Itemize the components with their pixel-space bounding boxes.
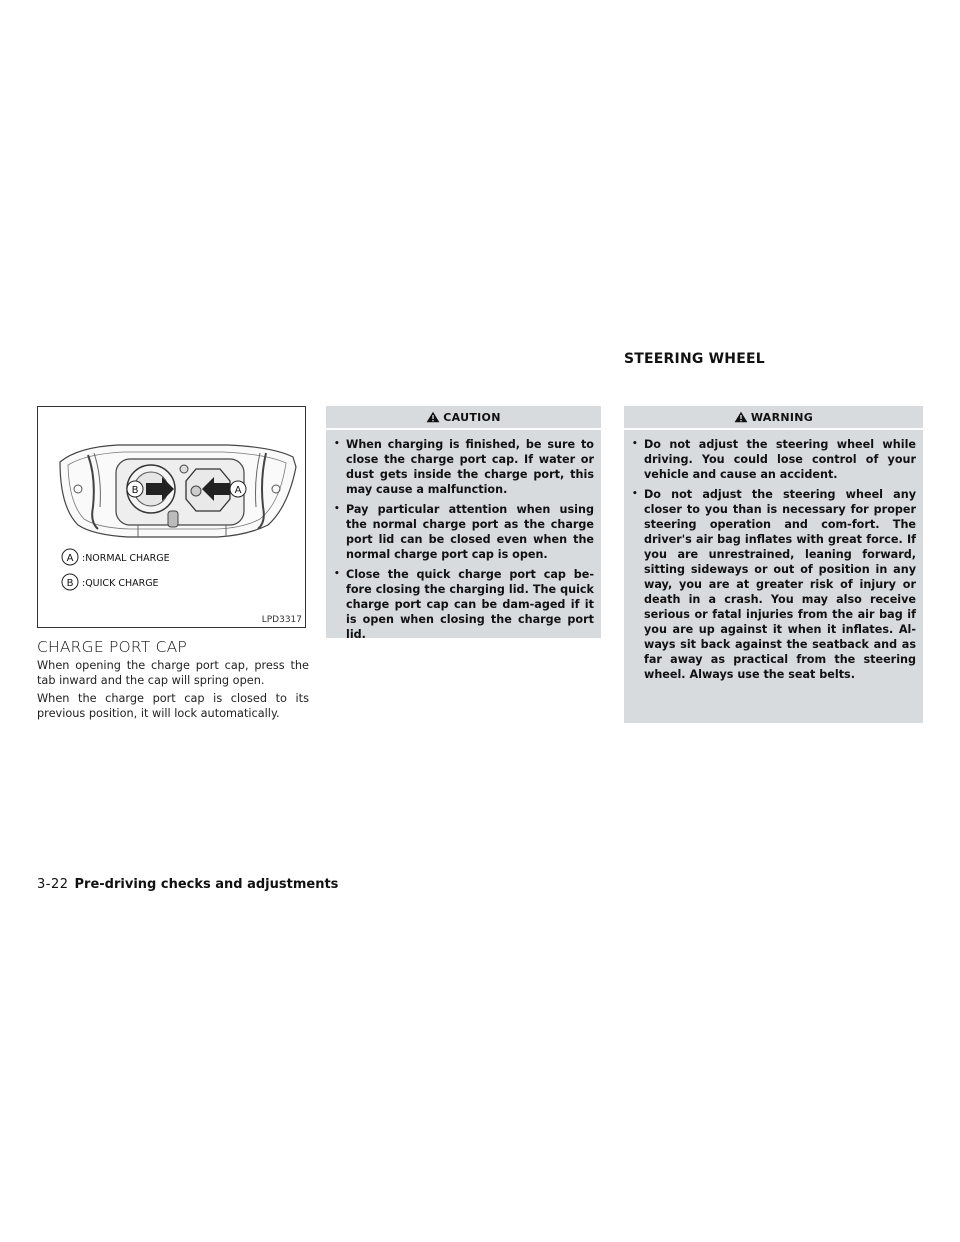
legend-letter-a: A xyxy=(66,553,74,564)
charge-port-illustration xyxy=(38,407,305,627)
charge-port-cap-paragraph-1: When opening the charge port cap, press the tab inward and the cap will spring open. xyxy=(37,659,309,687)
legend-label-quick-charge: :QUICK CHARGE xyxy=(82,578,159,589)
warning-item: • Do not adjust the steering wheel any closer to you than is necessary for proper steering operation and com-fort. The driver's air bag inflates with great force. If you are unrestrained, leaning forward, sitting sideways or out of position in any way, you are at greater risk of injury or death in a crash. You may also receive serious or fatal injuries from the air bag if you are up against it when it inflates. Al-ways sit back against the seatback and as far away as practical from the steering wheel. Always use the seat belts. xyxy=(632,487,916,682)
charge-port-figure xyxy=(37,406,306,628)
warning-title: WARNING xyxy=(750,410,814,424)
caution-item: • Pay particular attention when using the normal charge port as the charge port lid can be closed even when the normal charge port cap is open. xyxy=(334,502,594,562)
warning-box xyxy=(624,406,923,723)
warning-header xyxy=(624,406,923,430)
figure-letter-a: A xyxy=(234,485,242,496)
charge-port-cap-heading: CHARGE PORT CAP xyxy=(37,638,187,656)
page-number: 3-22 xyxy=(37,877,69,892)
warning-list xyxy=(624,430,923,695)
figure-code: LPD3317 xyxy=(261,615,302,625)
legend-label-normal-charge: :NORMAL CHARGE xyxy=(82,553,170,564)
caution-item: • Close the quick charge port cap be-fore closing the charging lid. The quick charge port cap can be dam-aged if it is open when closing the charge port lid. xyxy=(334,567,594,642)
caution-box xyxy=(326,406,601,641)
page-footer xyxy=(37,877,338,892)
legend-letter-b: B xyxy=(66,578,74,589)
caution-list xyxy=(326,430,601,655)
warning-triangle-icon xyxy=(426,411,440,423)
caution-item: • When charging is finished, be sure to close the charge port cap. If water or dust gets inside the charge port, this may cause a malfunction. xyxy=(334,437,594,497)
caution-header xyxy=(326,406,601,430)
warning-item: • Do not adjust the steering wheel while driving. You could lose control of your vehicle and cause an accident. xyxy=(632,437,916,482)
chapter-title: Pre-driving checks and adjustments xyxy=(74,877,339,892)
figure-letter-b: B xyxy=(131,485,139,496)
steering-wheel-heading: STEERING WHEEL xyxy=(624,351,765,367)
warning-triangle-icon xyxy=(734,411,748,423)
charge-port-cap-paragraph-2: When the charge port cap is closed to its previous position, it will lock automatically. xyxy=(37,692,309,720)
caution-title: CAUTION xyxy=(443,410,501,424)
